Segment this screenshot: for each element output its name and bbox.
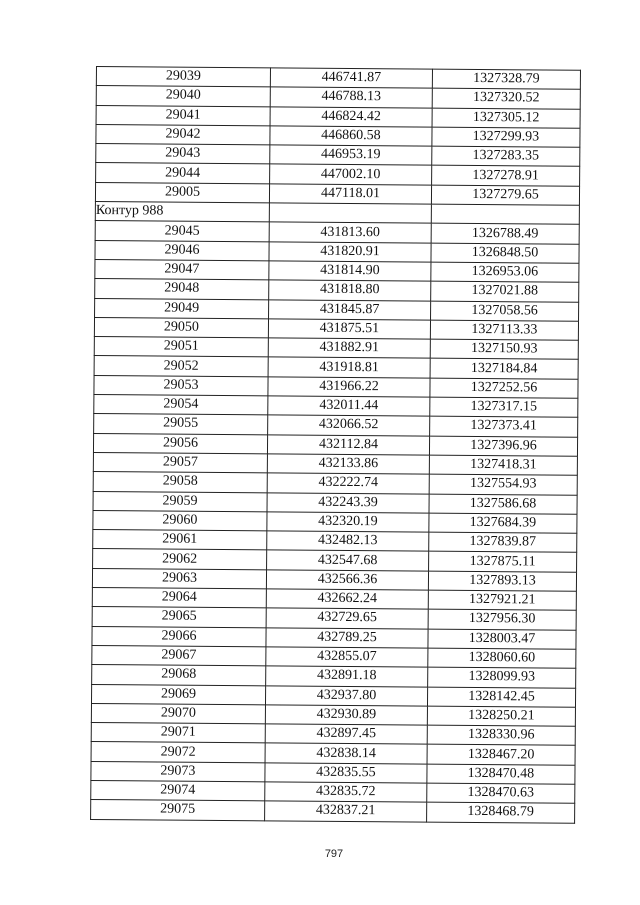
point-number-cell: 29055 xyxy=(94,414,268,435)
coordinates-table-body xyxy=(91,67,581,823)
y-coordinate-cell: 1327058.56 xyxy=(431,301,579,321)
y-coordinate-cell: 1327921.21 xyxy=(428,590,576,610)
point-number-cell: 29069 xyxy=(91,684,265,705)
y-coordinate-cell: 1327184.84 xyxy=(430,359,578,379)
table-row xyxy=(91,800,575,823)
x-coordinate-cell: 447002.10 xyxy=(270,164,432,185)
y-coordinate-cell: 1327283.35 xyxy=(432,146,580,166)
y-coordinate-cell: 1327875.11 xyxy=(429,552,577,572)
y-coordinate-cell: 1327317.15 xyxy=(430,397,578,417)
point-number-cell: 29057 xyxy=(93,452,267,473)
x-coordinate-cell: 432937.80 xyxy=(265,685,427,706)
x-coordinate-cell: 446953.19 xyxy=(270,145,432,166)
point-number-cell: 29072 xyxy=(91,742,265,763)
point-number-cell: 29059 xyxy=(93,491,267,512)
x-coordinate-cell: 432729.65 xyxy=(266,608,428,629)
point-number-cell: 29049 xyxy=(95,298,269,319)
y-coordinate-cell: 1328470.63 xyxy=(427,783,575,803)
y-coordinate-cell: 1327554.93 xyxy=(429,474,577,494)
x-coordinate-cell: 446860.58 xyxy=(270,126,432,147)
x-coordinate-cell: 431875.51 xyxy=(268,319,430,340)
y-coordinate-cell: 1327418.31 xyxy=(429,455,577,475)
x-coordinate-cell: 432855.07 xyxy=(266,647,428,668)
point-number-cell: 29054 xyxy=(94,395,268,416)
point-number-cell: 29063 xyxy=(92,568,266,589)
x-coordinate-cell: 432838.14 xyxy=(265,743,427,764)
point-number-cell: 29045 xyxy=(95,221,269,242)
y-coordinate-cell: 1327893.13 xyxy=(428,571,576,591)
x-coordinate-cell: 432482.13 xyxy=(267,531,429,552)
point-number-cell: 29053 xyxy=(94,375,268,396)
y-coordinate-cell: 1326848.50 xyxy=(431,243,579,263)
y-coordinate-cell: 1326953.06 xyxy=(431,262,579,282)
point-number-cell: 29051 xyxy=(94,337,268,358)
point-number-cell: 29064 xyxy=(92,588,266,609)
point-number-cell: 29074 xyxy=(91,780,265,801)
x-coordinate-cell: 446741.87 xyxy=(270,68,432,89)
point-number-cell: 29040 xyxy=(96,86,270,107)
x-coordinate-cell: 432222.74 xyxy=(267,473,429,494)
coordinates-table xyxy=(90,66,581,823)
x-coordinate-cell: 432566.36 xyxy=(266,570,428,591)
y-coordinate-cell: 1327278.91 xyxy=(432,166,580,186)
point-number-cell: 29044 xyxy=(96,163,270,184)
x-coordinate-cell: 446788.13 xyxy=(270,87,432,108)
y-coordinate-cell: 1328142.45 xyxy=(427,687,575,707)
y-coordinate-cell: 1327299.93 xyxy=(432,127,580,147)
point-number-cell: 29050 xyxy=(94,317,268,338)
contour-label: Контур 988 xyxy=(95,202,269,223)
y-coordinate-cell: 1328060.60 xyxy=(428,648,576,668)
y-coordinate-cell: 1327373.41 xyxy=(430,416,578,436)
point-number-cell: 29048 xyxy=(95,279,269,300)
point-number-cell: 29052 xyxy=(94,356,268,377)
point-number-cell: 29042 xyxy=(96,124,270,145)
x-coordinate-cell: 432112.84 xyxy=(267,434,429,455)
point-number-cell: 29065 xyxy=(92,607,266,628)
point-number-cell: 29039 xyxy=(96,67,270,88)
point-number-cell: 29067 xyxy=(92,645,266,666)
point-number-cell: 29075 xyxy=(91,800,265,821)
x-coordinate-cell: 432011.44 xyxy=(268,396,430,417)
y-coordinate-cell: 1328250.21 xyxy=(427,706,575,726)
y-coordinate-cell: 1327839.87 xyxy=(429,532,577,552)
y-coordinate-cell: 1328470.48 xyxy=(427,764,575,784)
page-number: 797 xyxy=(324,848,344,860)
x-coordinate-cell: 431820.91 xyxy=(269,242,431,263)
x-coordinate-cell: 432835.55 xyxy=(265,763,427,784)
x-coordinate-cell: 432837.21 xyxy=(265,801,427,822)
x-coordinate-cell: 432789.25 xyxy=(266,627,428,648)
y-coordinate-cell: 1327328.79 xyxy=(432,69,580,89)
y-coordinate-cell: 1327586.68 xyxy=(429,494,577,514)
y-coordinate-cell: 1328467.20 xyxy=(427,745,575,765)
point-number-cell: 29041 xyxy=(96,105,270,126)
x-coordinate-cell: 431813.60 xyxy=(269,222,431,243)
y-coordinate-cell: 1328099.93 xyxy=(428,667,576,687)
y-coordinate-cell: 1327956.30 xyxy=(428,609,576,629)
point-number-cell: 29068 xyxy=(92,665,266,686)
x-coordinate-cell: 432897.45 xyxy=(265,724,427,745)
y-coordinate-cell: 1327320.52 xyxy=(432,88,580,108)
x-coordinate-cell: 432320.19 xyxy=(267,512,429,533)
x-coordinate-cell: 447118.01 xyxy=(269,184,431,205)
y-coordinate-cell: 1328468.79 xyxy=(427,802,575,822)
x-coordinate-cell: 431882.91 xyxy=(268,338,430,359)
y-coordinate-cell: 1327252.56 xyxy=(430,378,578,398)
y-coordinate-cell: 1327279.65 xyxy=(431,185,579,205)
point-number-cell: 29056 xyxy=(93,433,267,454)
y-coordinate-cell: 1328003.47 xyxy=(428,629,576,649)
point-number-cell: 29066 xyxy=(92,626,266,647)
x-coordinate-cell: 432133.86 xyxy=(267,454,429,475)
y-coordinate-cell: 1328330.96 xyxy=(427,725,575,745)
x-coordinate-cell: 432243.39 xyxy=(267,492,429,513)
y-coordinate-cell: 1327396.96 xyxy=(429,436,577,456)
y-coordinate-cell: 1327684.39 xyxy=(429,513,577,533)
x-coordinate-cell: 431814.90 xyxy=(269,261,431,282)
x-coordinate-cell: 431845.87 xyxy=(269,299,431,320)
point-number-cell: 29046 xyxy=(95,240,269,261)
y-coordinate-cell: 1327113.33 xyxy=(430,320,578,340)
x-coordinate-cell: 432891.18 xyxy=(266,666,428,687)
x-coordinate-cell: 446824.42 xyxy=(270,106,432,127)
y-coordinate-cell: 1326788.49 xyxy=(431,224,579,244)
point-number-cell: 29071 xyxy=(91,723,265,744)
x-coordinate-cell: 432930.89 xyxy=(265,705,427,726)
point-number-cell: 29070 xyxy=(91,703,265,724)
point-number-cell: 29060 xyxy=(93,510,267,531)
point-number-cell: 29073 xyxy=(91,761,265,782)
y-coordinate-cell: 1327305.12 xyxy=(432,108,580,128)
y-coordinate-cell: 1327150.93 xyxy=(430,339,578,359)
x-coordinate-cell: 431966.22 xyxy=(268,377,430,398)
x-coordinate-cell: 432066.52 xyxy=(268,415,430,436)
x-coordinate-cell: 431818.80 xyxy=(269,280,431,301)
empty-cell xyxy=(269,203,431,224)
point-number-cell: 29058 xyxy=(93,472,267,493)
point-number-cell: 29061 xyxy=(93,530,267,551)
x-coordinate-cell: 432662.24 xyxy=(266,589,428,610)
x-coordinate-cell: 431918.81 xyxy=(268,357,430,378)
point-number-cell: 29062 xyxy=(93,549,267,570)
y-coordinate-cell: 1327021.88 xyxy=(431,281,579,301)
point-number-cell: 29043 xyxy=(96,144,270,165)
x-coordinate-cell: 432547.68 xyxy=(267,550,429,571)
x-coordinate-cell: 432835.72 xyxy=(265,782,427,803)
point-number-cell: 29047 xyxy=(95,259,269,280)
empty-cell xyxy=(431,204,579,224)
point-number-cell: 29005 xyxy=(95,182,269,203)
